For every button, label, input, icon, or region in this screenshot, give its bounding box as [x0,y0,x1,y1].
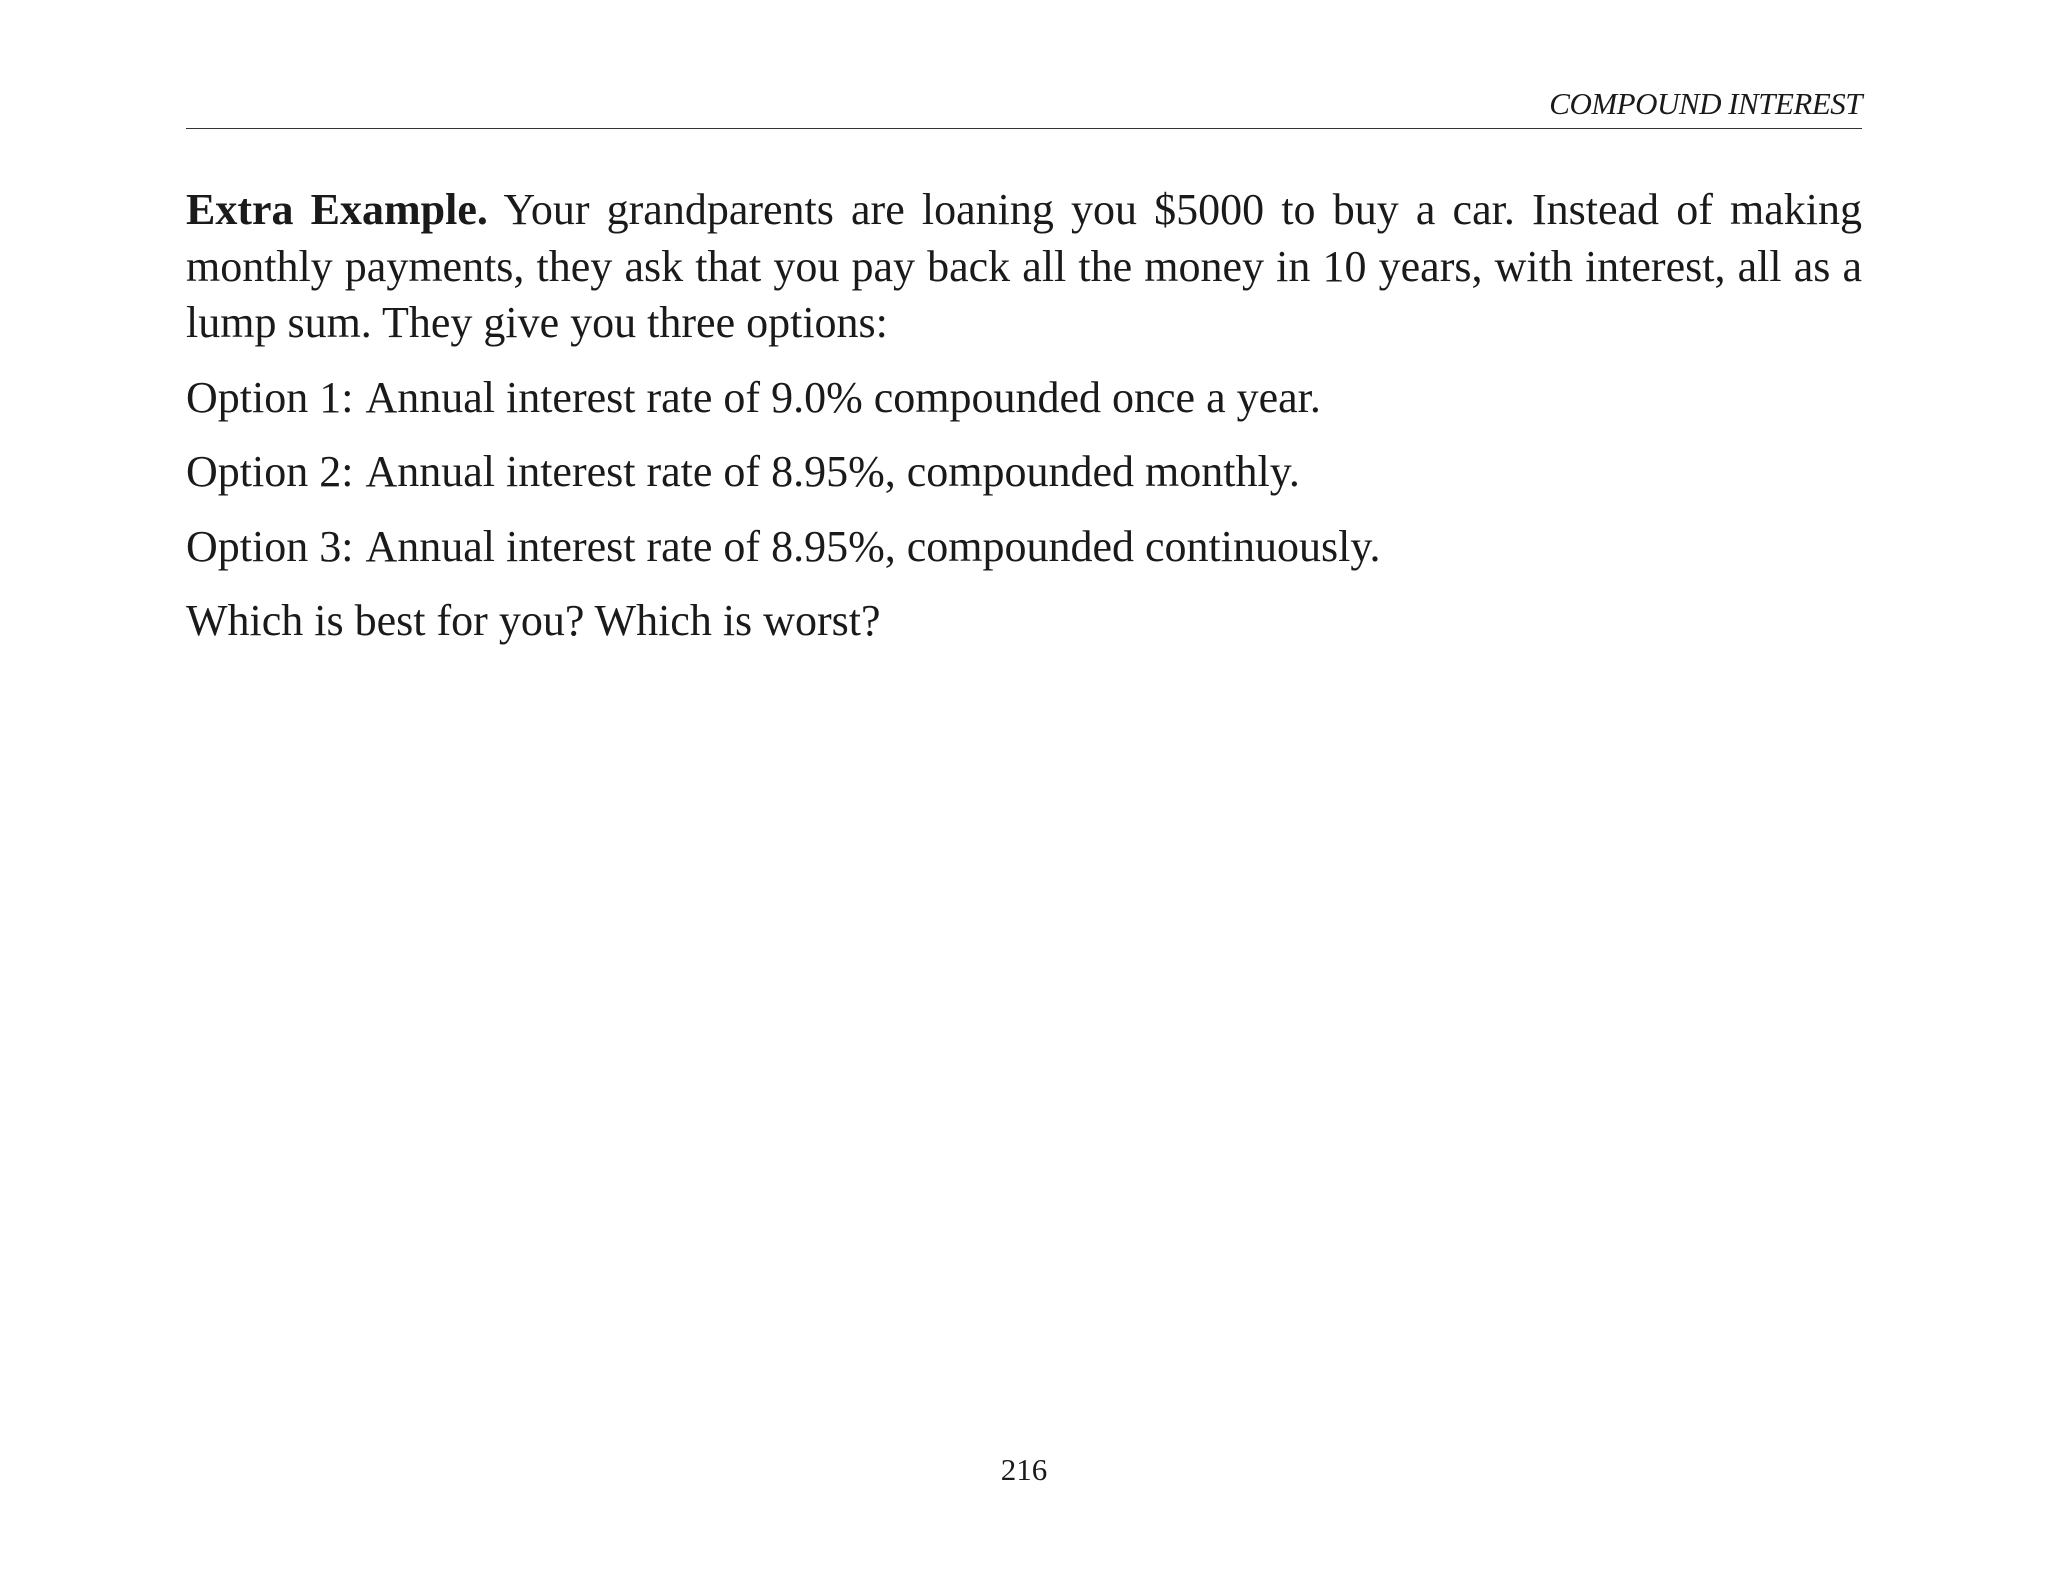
page-number: 216 [1000,1452,1048,1487]
example-lead: Extra Example. [186,185,488,234]
option-2-text: Annual interest rate of 8.95%, compounded monthly. [365,447,1300,496]
extra-example-paragraph [186,182,1862,352]
option-1-text: Annual interest rate of 9.0% compounded once a year. [365,372,1321,422]
option-3-label: Option 3: [186,521,354,571]
page-content [186,182,1862,650]
option-1 [186,370,1862,427]
running-header: COMPOUND INTEREST [1549,86,1862,121]
option-2-label: Option 2: [186,447,354,496]
question-text: Which is best for you? Which is worst? [186,596,881,645]
option-3-text: Annual interest rate of 8.95%, compounded continuously. [365,521,1381,571]
header-rule [186,128,1862,129]
option-2 [186,444,1862,501]
example-text: Your grandparents are loaning you $5000 to buy a car. Instead of making monthly payments, they ask that you pay back all the money in 10 years, with interest, all as a lump sum. They give you three options: [186,185,1862,347]
option-1-label: Option 1: [186,372,354,422]
option-3 [186,519,1862,576]
